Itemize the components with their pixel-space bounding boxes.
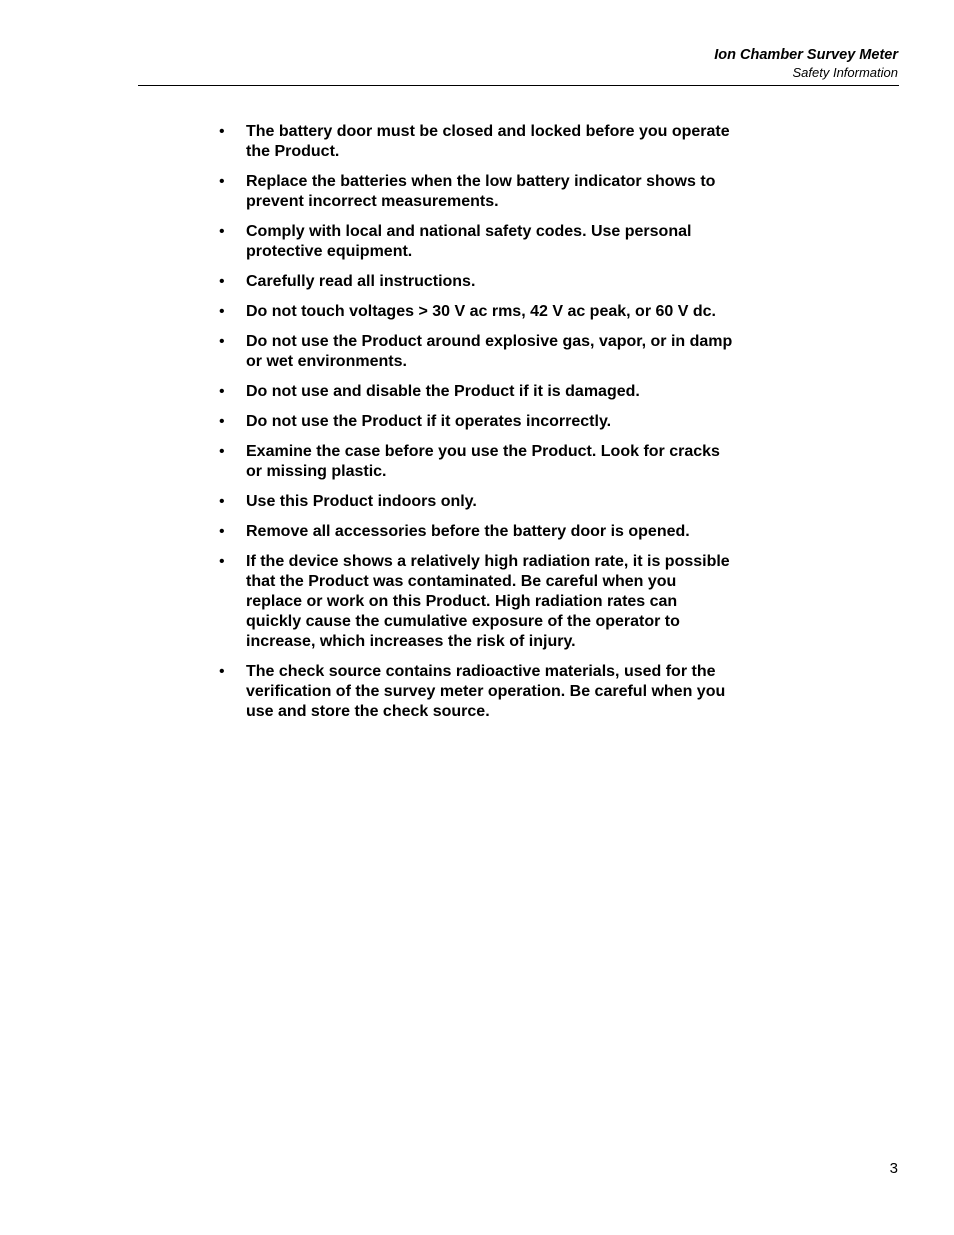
bullet-icon: • [219, 383, 225, 400]
bullet-icon: • [219, 333, 225, 350]
list-item-text: Use this Product indoors only. [246, 493, 477, 510]
list-item-text: The check source contains radioactive materials, used for the verification of the survey meter operation. Be careful when you use and store the check source. [246, 663, 726, 720]
list-item-text: Do not use and disable the Product if it is damaged. [246, 383, 640, 400]
list-item [0, 442, 736, 482]
section-title: Safety Information [792, 65, 898, 80]
list-item [0, 522, 736, 542]
bullet-icon: • [219, 413, 225, 430]
list-item-text: Remove all accessories before the battery door is opened. [246, 523, 690, 540]
list-item-text: Do not use the Product if it operates incorrectly. [246, 413, 612, 430]
list-item [0, 492, 736, 512]
bullet-icon: • [219, 223, 225, 240]
bullet-icon: • [219, 303, 225, 320]
list-item [0, 662, 736, 722]
bullet-icon: • [219, 523, 225, 540]
list-item-text: The battery door must be closed and locked before you operate the Product. [246, 123, 730, 160]
list-item-text: Comply with local and national safety codes. Use personal protective equipment. [246, 223, 692, 260]
header-divider [138, 85, 899, 86]
page-number: 3 [889, 1160, 898, 1177]
bullet-icon: • [219, 493, 225, 510]
bullet-icon: • [219, 663, 225, 680]
list-item-text: Examine the case before you use the Product. Look for cracks or missing plastic. [246, 443, 720, 480]
bullet-icon: • [219, 553, 225, 570]
list-item-text: Replace the batteries when the low battery indicator shows to prevent incorrect measurements. [246, 173, 716, 210]
list-item [0, 172, 736, 212]
list-item-text: Carefully read all instructions. [246, 273, 476, 290]
list-item [0, 302, 736, 322]
list-item [0, 122, 736, 162]
bullet-icon: • [219, 443, 225, 460]
list-item-text: Do not use the Product around explosive gas, vapor, or in damp or wet environments. [246, 333, 733, 370]
bullet-icon: • [219, 273, 225, 290]
running-header [714, 46, 898, 82]
document-title: Ion Chamber Survey Meter [714, 47, 898, 63]
list-item [0, 332, 736, 372]
list-item [0, 272, 736, 292]
list-item-text: Do not touch voltages > 30 V ac rms, 42 V ac peak, or 60 V dc. [246, 303, 716, 320]
list-item [0, 412, 736, 432]
safety-bullet-list [0, 122, 954, 732]
list-item [0, 382, 736, 402]
bullet-icon: • [219, 173, 225, 190]
list-item [0, 552, 736, 652]
list-item [0, 222, 736, 262]
list-item-text: If the device shows a relatively high radiation rate, it is possible that the Product was contaminated. Be careful when you replace or work on this Product. High radiation rates can quickly cause the cumulative exposure of the operator to increase, which increases the risk of injury. [246, 553, 730, 650]
bullet-icon: • [219, 123, 225, 140]
